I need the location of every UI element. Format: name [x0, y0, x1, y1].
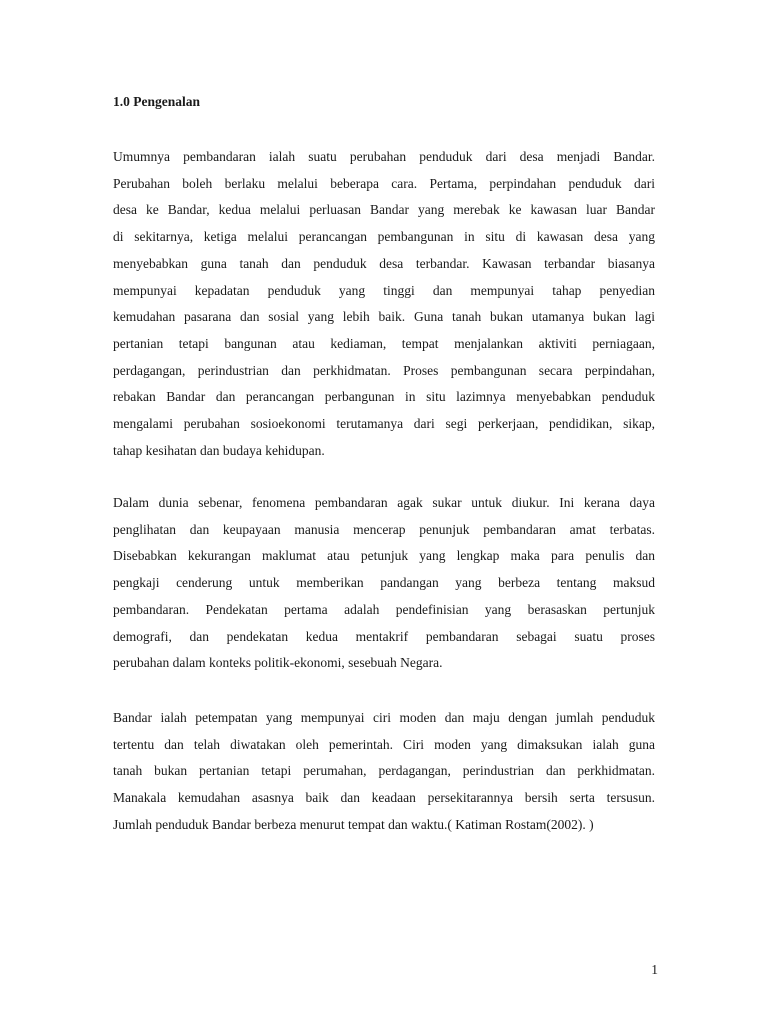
paragraph-line: Umumnya pembandaran ialah suatu perubahan penduduk dari desa menjadi Bandar. [113, 149, 655, 164]
paragraph-line: Dalam dunia sebenar, fenomena pembandaran agak sukar untuk diukur. Ini kerana daya [113, 495, 655, 510]
paragraph-3 [113, 705, 655, 839]
paragraph-line: pertanian tetapi bangunan atau kediaman, tempat menjalankan aktiviti perniagaan, [113, 335, 655, 351]
paragraph-line: kemudahan pasarana dan sosial yang lebih baik. Guna tanah bukan utamanya bukan lagi [113, 309, 655, 325]
paragraph-2 [113, 490, 655, 677]
paragraph-line: tertentu dan telah diwatakan oleh pemerintah. Ciri moden yang dimaksukan ialah guna [113, 736, 655, 752]
paragraph-line: tahap kesihatan dan budaya kehidupan. [113, 442, 325, 458]
paragraph-line: di sekitarnya, ketiga melalui perancangan pembangunan in situ di kawasan desa yang [113, 229, 655, 245]
paragraph-line: perubahan dalam konteks politik-ekonomi, sesebuah Negara. [113, 655, 443, 671]
page-number: 1 [651, 962, 658, 977]
paragraph-line: penglihatan dan keupayaan manusia mencerap penunjuk pembandaran amat terbatas. [113, 521, 655, 537]
paragraph-line: Disebabkan kekurangan maklumat atau petunjuk yang lengkap maka para penulis dan [113, 548, 655, 564]
paragraph-line: demografi, dan pendekatan kedua mentakrif pembandaran sebagai suatu proses [113, 628, 655, 644]
paragraph-line: Jumlah penduduk Bandar berbeza menurut tempat dan waktu.( Katiman Rostam(2002). ) [113, 816, 594, 832]
paragraph-line: pengkaji cenderung untuk memberikan pandangan yang berbeza tentang maksud [113, 575, 655, 591]
paragraph-line: pembandaran. Pendekatan pertama adalah pendefinisian yang berasaskan pertunjuk [113, 601, 655, 617]
paragraph-line: menyebabkan guna tanah dan penduduk desa terbandar. Kawasan terbandar biasanya [113, 255, 655, 271]
paragraph-line: Bandar ialah petempatan yang mempunyai ciri moden dan maju dengan jumlah penduduk [113, 710, 655, 725]
paragraph-line: tanah bukan pertanian tetapi perumahan, perdagangan, perindustrian dan perkhidmatan. [113, 763, 655, 779]
paragraph-line: rebakan Bandar dan perancangan perbangunan in situ lazimnya menyebabkan penduduk [113, 389, 655, 405]
paragraph-line: Perubahan boleh berlaku melalui beberapa cara. Pertama, perpindahan penduduk dari [113, 175, 655, 191]
paragraph-line: Manakala kemudahan asasnya baik dan keadaan persekitarannya bersih serta tersusun. [113, 790, 655, 806]
paragraph-line: perdagangan, perindustrian dan perkhidmatan. Proses pembangunan secara perpindahan, [113, 362, 655, 378]
paragraph-line: mempunyai kepadatan penduduk yang tinggi dan mempunyai tahap penyedian [113, 282, 655, 298]
paragraph-line: mengalami perubahan sosioekonomi terutamanya dari segi perkerjaan, pendidikan, sikap, [113, 416, 655, 432]
paragraph-1 [113, 144, 655, 464]
paragraph-line: desa ke Bandar, kedua melalui perluasan Bandar yang merebak ke kawasan luar Bandar [113, 202, 655, 218]
section-heading: 1.0 Pengenalan [113, 94, 201, 109]
